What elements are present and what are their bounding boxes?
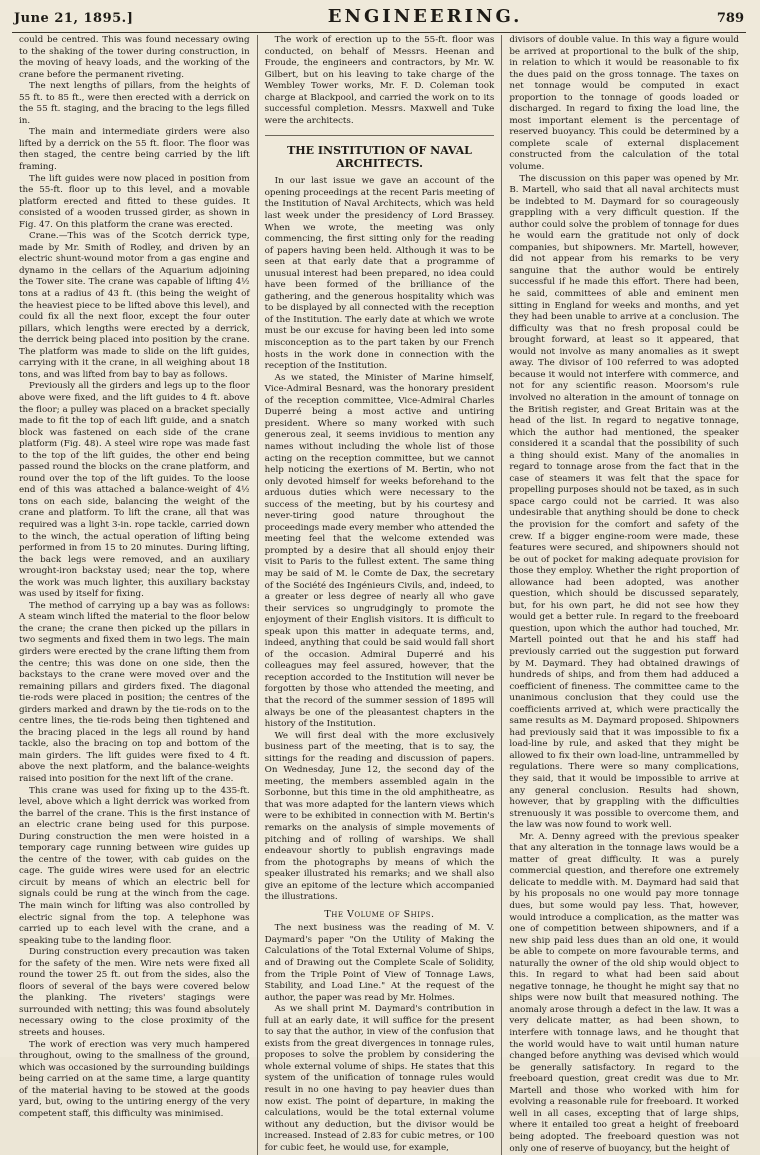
column-2 (257, 35, 502, 1155)
page-number: 789 (716, 11, 744, 26)
paragraph: The discussion on this paper was opened by Mr. B. Martell, who said that all naval architects must be indebted to M. Daymard for so courageously grappling with a very difficult question. If the author could solve the problem of tonnage for dues he would earn the gratitude not only of dock companies, but shipowners. Mr. Martell, however, did not appear from his remarks to be very sanguine that the author would be entirely successful if he made this effort. There had been, he said, committees of able and eminent men sitting in England for weeks and months, and yet they had been unable to arrive at a conclusion. The difficulty was that no fresh proposal could be brought forward, at least so it appeared, that would not involve as many anomalies as it swept away. The divisor of 100 referred to was adopted because it would not interfere with commerce, and not for any scientific reason. Moorsom's rule involved no alteration in the amount of tonnage on the British register, and Great Britain was at the head of the list. In regard to negative tonnage, which the author had mentioned, the speaker considered it a scandal that the possibility of such a thing should exist. Many of the anomalies in regard to tonnage arose from the fact that in the case of steamers it was felt that the space for propelling purposes should not be taxed, as in such space cargo could not be carried. It was also undesirable that anything should be done to check the provision for the comfort and safety of the crew. If a bigger engine-room were made, these features were secured, and shipowners should not be out of pocket for making adequate provision for those they employ. Whether the right proportion of allowance had been adopted, was another question, which should be discussed separately, but, for his own part, he did not see how they would get a better rule. In regard to the freeboard question, upon which the author had touched, Mr. Martell pointed out that he and his staff had previously carried out the suggestion put forward by M. Daymard. They had obtained drawings of hundreds of ships, and from them had adduced a coefficient of fineness. The committee came to the unanimous conclusion that they could use the coefficients arrived at, which were practically the same results as M. Daymard proposed. Shipowners had previously said that it was impossible to fix a load-line by rule, and asked that they might be allowed to fix their own load-line, untrammelled by regulations. There were so many complications, they said, that it would be impossible to arrive at any general conclusion. Results had shown, however, that by grappling with the difficulties strenuously it was possible to overcome them, and the law was now found to work well. (509, 173, 739, 831)
paragraph: Previously all the girders and legs up to the floor above were fixed, and the lift guides to 4 ft. above the floor; a pulley was placed on a bracket specially made to fit the top of each lift guide, and a snatch block was fastened on each side of the crane platform (Fig. 48). A steel wire rope was made fast to the top of the lift guides, the other end being passed round the blocks on the crane platform, and round over the top of the lift guides. To the loose end of this was attached a balance-weight of 4½ tons on each side, balancing the weight of the crane and platform. To lift the crane, all that was required was a light 3-in. rope tackle, carried down to the winch, the actual operation of lifting being performed in from 15 to 20 minutes. During lifting, the back legs were removed, and an auxiliary wrought-iron backstay used; near the top, where the work was much lighter, this auxiliary backstay was used by itself for fixing. (19, 381, 250, 600)
article-heading: THE INSTITUTION OF NAVAL ARCHITECTS. (265, 135, 495, 170)
paragraph: divisors of double value. In this way a figure would be arrived at proportional to the bulk of the ship, in relation to which it would be reasonable to fix the dues paid on the gross tonnage. The taxes on net tonnage would be computed in exact proportion to the tonnage of goods loaded or discharged. In regard to fixing the load line, the most important element is the percentage of reserved buoyancy. This could be determined by a complete scale of external displacement constructed from the calculation of the total volume. (509, 35, 739, 173)
paragraph: In our last issue we gave an account of the opening proceedings at the recent Paris meeting of the Institution of Naval Architects, which was held last week under the presidency of Lord Brassey. When we wrote, the meeting was only commencing, the first sitting only for the reading of papers having been held. Although it was to be seen at that early date that a programme of unusual interest had been prepared, no idea could have been formed of the brilliance of the gathering, and the generous hospitality which was to be displayed by all connected with the reception of the Institution. The early date at which we wrote must be our excuse for having been led into some misconception as to the part taken by our French hosts in the work done in connection with the reception of the Institution. (264, 176, 495, 372)
paragraph: We will first deal with the more exclusively business part of the meeting, that is to say, the sittings for the reading and discussion of papers. On Wednesday, June 12, the second day of the meeting, the members assembled again in the Sorbonne, but this time in the old amphitheatre, as that was more adapted for the lantern views which were to be exhibited in connection with M. Bertin's remarks on the analysis of simple movements of pitching and of rolling of warships. We shall endeavour shortly to publish engravings made from the photographs by means of which the speaker illustrated his remarks; and we shall also give an epitome of the lecture which accompanied the illustrations. (264, 730, 495, 903)
issue-date: June 21, 1895.] (14, 11, 134, 26)
paragraph: The next business was the reading of M. V. Daymard's paper "On the Utility of Making the Calculations of the Total External Volume of Ships, and of Drawing out the Complete Scale of Solidity, from the Triple Point of View of Tonnage Laws, Stability, and Load Line." At the request of the author, the paper was read by Mr. Holmes. (264, 923, 495, 1003)
paragraph: could be centred. This was found necessary owing to the shaking of the tower during construction, in the moving of heavy loads, and the working of the crane before the permanent riveting. (19, 35, 250, 80)
paragraph: The work of erection up to the 55-ft. floor was conducted, on behalf of Messrs. Heenan and Froude, the engineers and contractors, by Mr. W. Gilbert, but on his leaving to take charge of the Wembley Tower works, Mr. F. D. Coleman took charge at Blackpool, and carried the work on to its successful completion. Messrs. Maxwell and Tuke were the architects. (264, 35, 495, 126)
paragraph: Mr. A. Denny agreed with the previous speaker that any alteration in the tonnage laws would be a matter of great difficulty. It was a purely commercial question, and therefore one extremely delicate to meddle with. M. Daymard had said that by his proposals no one would pay more tonnage dues, but some would pay less. That, however, would introduce a complication, as the matter was one of competition between shipowners, and if a new ship paid less dues than an old one, it would be able to compete on more favourable terms, and naturally the owner of the old ship would object to this. In regard to what had been said about negative tonnage, he thought he might say that no ships were now built that measured nothing. The anomaly arose through a defect in the law. It was a very delicate matter, as had been shown, to interfere with tonnage laws, and he thought that the world would have to wait until human nature changed before anything was devised which would be generally satisfactory. In regard to the freeboard question, great credit was due to Mr. Martell and those who worked with him for evolving a reasonable rule for freeboard. It worked well in all cases, excepting that of large ships, where it entailed too great a height of freeboard being adopted. The freeboard question was not only one of reserve of buoyancy, but the height of (509, 831, 739, 1154)
paragraph: During construction every precaution was taken for the safety of the men. Wire nets were fixed all round the tower 25 ft. out from the sides, also the floors of several of the bays were covered below the planking. The riveters' stagings were surrounded with netting; this was found absolutely necessary owing to the close proximity of the streets and houses. (19, 947, 250, 1039)
subsection-heading: The Volume of Ships. (324, 908, 435, 920)
paragraph: The main and intermediate girders were also lifted by a derrick on the 55 ft. floor. The floor was then staged, the centre being carried by the lift framing. (19, 127, 250, 173)
column-3 (501, 35, 746, 1155)
paragraph: Crane.—This was of the Scotch derrick type, made by Mr. Smith of Rodley, and driven by an electric shunt-wound motor from a gas engine and dynamo in the cellars of the Aquarium adjoining the Tower site. The crane was capable of lifting 4½ tons at a radius of 43 ft. (this being the weight of the heaviest piece to be lifted above this level), and could fix all the next floor, except the four outer pillars, which lengths were erected by a derrick, the derrick being placed into position by the crane. The platform was made to slide on the lift guides, carrying with it the crane, in all weighing about 18 tons, and was lifted from bay to bay as follows. (19, 231, 250, 380)
paragraph: The method of carrying up a bay was as follows: A steam winch lifted the material to the floor below the crane; the crane then picked up the pillars in two segments and fixed them in two legs. The main girders were erected by the crane lifting them from the centre; this was done on one side, then the backstays to the crane were moved over and the remaining pillars and girders fixed. The diagonal tie-rods were placed in position; the centres of the girders marked and drawn by the tie-rods on to the centre lines, the tie-rods being then tightened and the bracing placed in the legs all round by hand tackle, also the bracing on top and bottom of the main girders. The lift guides were fixed to 4 ft. above the next platform, and the balance-weights raised into position for the next lift of the crane. (19, 600, 250, 784)
column-1 (12, 35, 257, 1155)
paragraph: The lift guides were now placed in position from the 55-ft. floor up to this level, and a movable platform erected and fitted to these guides. It consisted of a wooden trussed girder, as shown in Fig. 47. On this platform the crane was erected. (19, 173, 250, 230)
paragraph: As we shall print M. Daymard's contribution in full at an early date, it will suffice for the present to say that the author, in view of the confusion that exists from the great divergences in tonnage rules, proposes to solve the problem by considering the whole external volume of ships. He states that this system of the unification of tonnage rules would result in no one having to pay heavier dues than now exist. The point of departure, in making the calculations, would be the total external volume without any deduction, but the divisor would be increased. Instead of 2.83 for cubic metres, or 100 for cubic feet, he would use, for example, (264, 1004, 495, 1153)
masthead (12, 6, 746, 33)
paragraph: As we stated, the Minister of Marine himself, Vice-Admiral Besnard, was the honorary president of the reception committee, Vice-Admiral Charles Duperré being a most active and untiring president. Where so many worked with such generous zeal, it seems invidious to mention any names without including the whole list of those acting on the reception committee, but we cannot help noticing the exertions of M. Bertin, who not only devoted himself for weeks beforehand to the arduous duties which were necessary to the success of the meeting, but by his courtesy and never-tiring good nature throughout the proceedings made every member who attended the meeting feel that the welcome extended was prompted by a desire that all should enjoy their visit to Paris to the fullest extent. The same thing may be said of M. le Comte de Dax, the secretary of the Société des Ingénieurs Civils, and, indeed, to a greater or less degree of nearly all who gave their services so ungrudgingly to promote the enjoyment of their English visitors. It is difficult to speak upon this matter in adequate terms, and, indeed, anything that could be said would fall short of the occasion. Admiral Duperré and his colleagues may feel assured, however, that the reception accorded to the Institution will never be forgotten by those who attended the meeting, and that the record of the summer session of 1895 will always be one of the pleasantest chapters in the history of the Institution. (264, 372, 495, 730)
paragraph: The next lengths of pillars, from the heights of 55 ft. to 85 ft., were then erected with a derrick on the 55 ft. staging, and the bracing to the legs filled in. (19, 81, 250, 126)
paragraph: This crane was used for fixing up to the 435-ft. level, above which a light derrick was worked from the barrel of the crane. This is the first instance of an electric crane being used for this purpose. During construction the men were hoisted in a temporary cage running between wire guides up the centre of the tower, with cab guides on the cage. The guide wires were used for an electric circuit by means of which an electric bell for signals could be rung at the winch from the cage. The main winch for lifting was also controlled by electric signal from the top. A telephone was carried up to each level with the crane, and a speaking tube to the landing floor. (19, 785, 250, 946)
publication-title: ENGINEERING. (327, 6, 523, 27)
paragraph: The work of erection was very much hampered throughout, owing to the smallness of the ground, which was occasioned by the surrounding buildings being carried on at the same time, a large quantity of the material having to be stowed at the goods yard, but, owing to the untiring energy of the very competent staff, this difficulty was minimised. (19, 1039, 250, 1119)
text-columns (12, 35, 746, 1154)
